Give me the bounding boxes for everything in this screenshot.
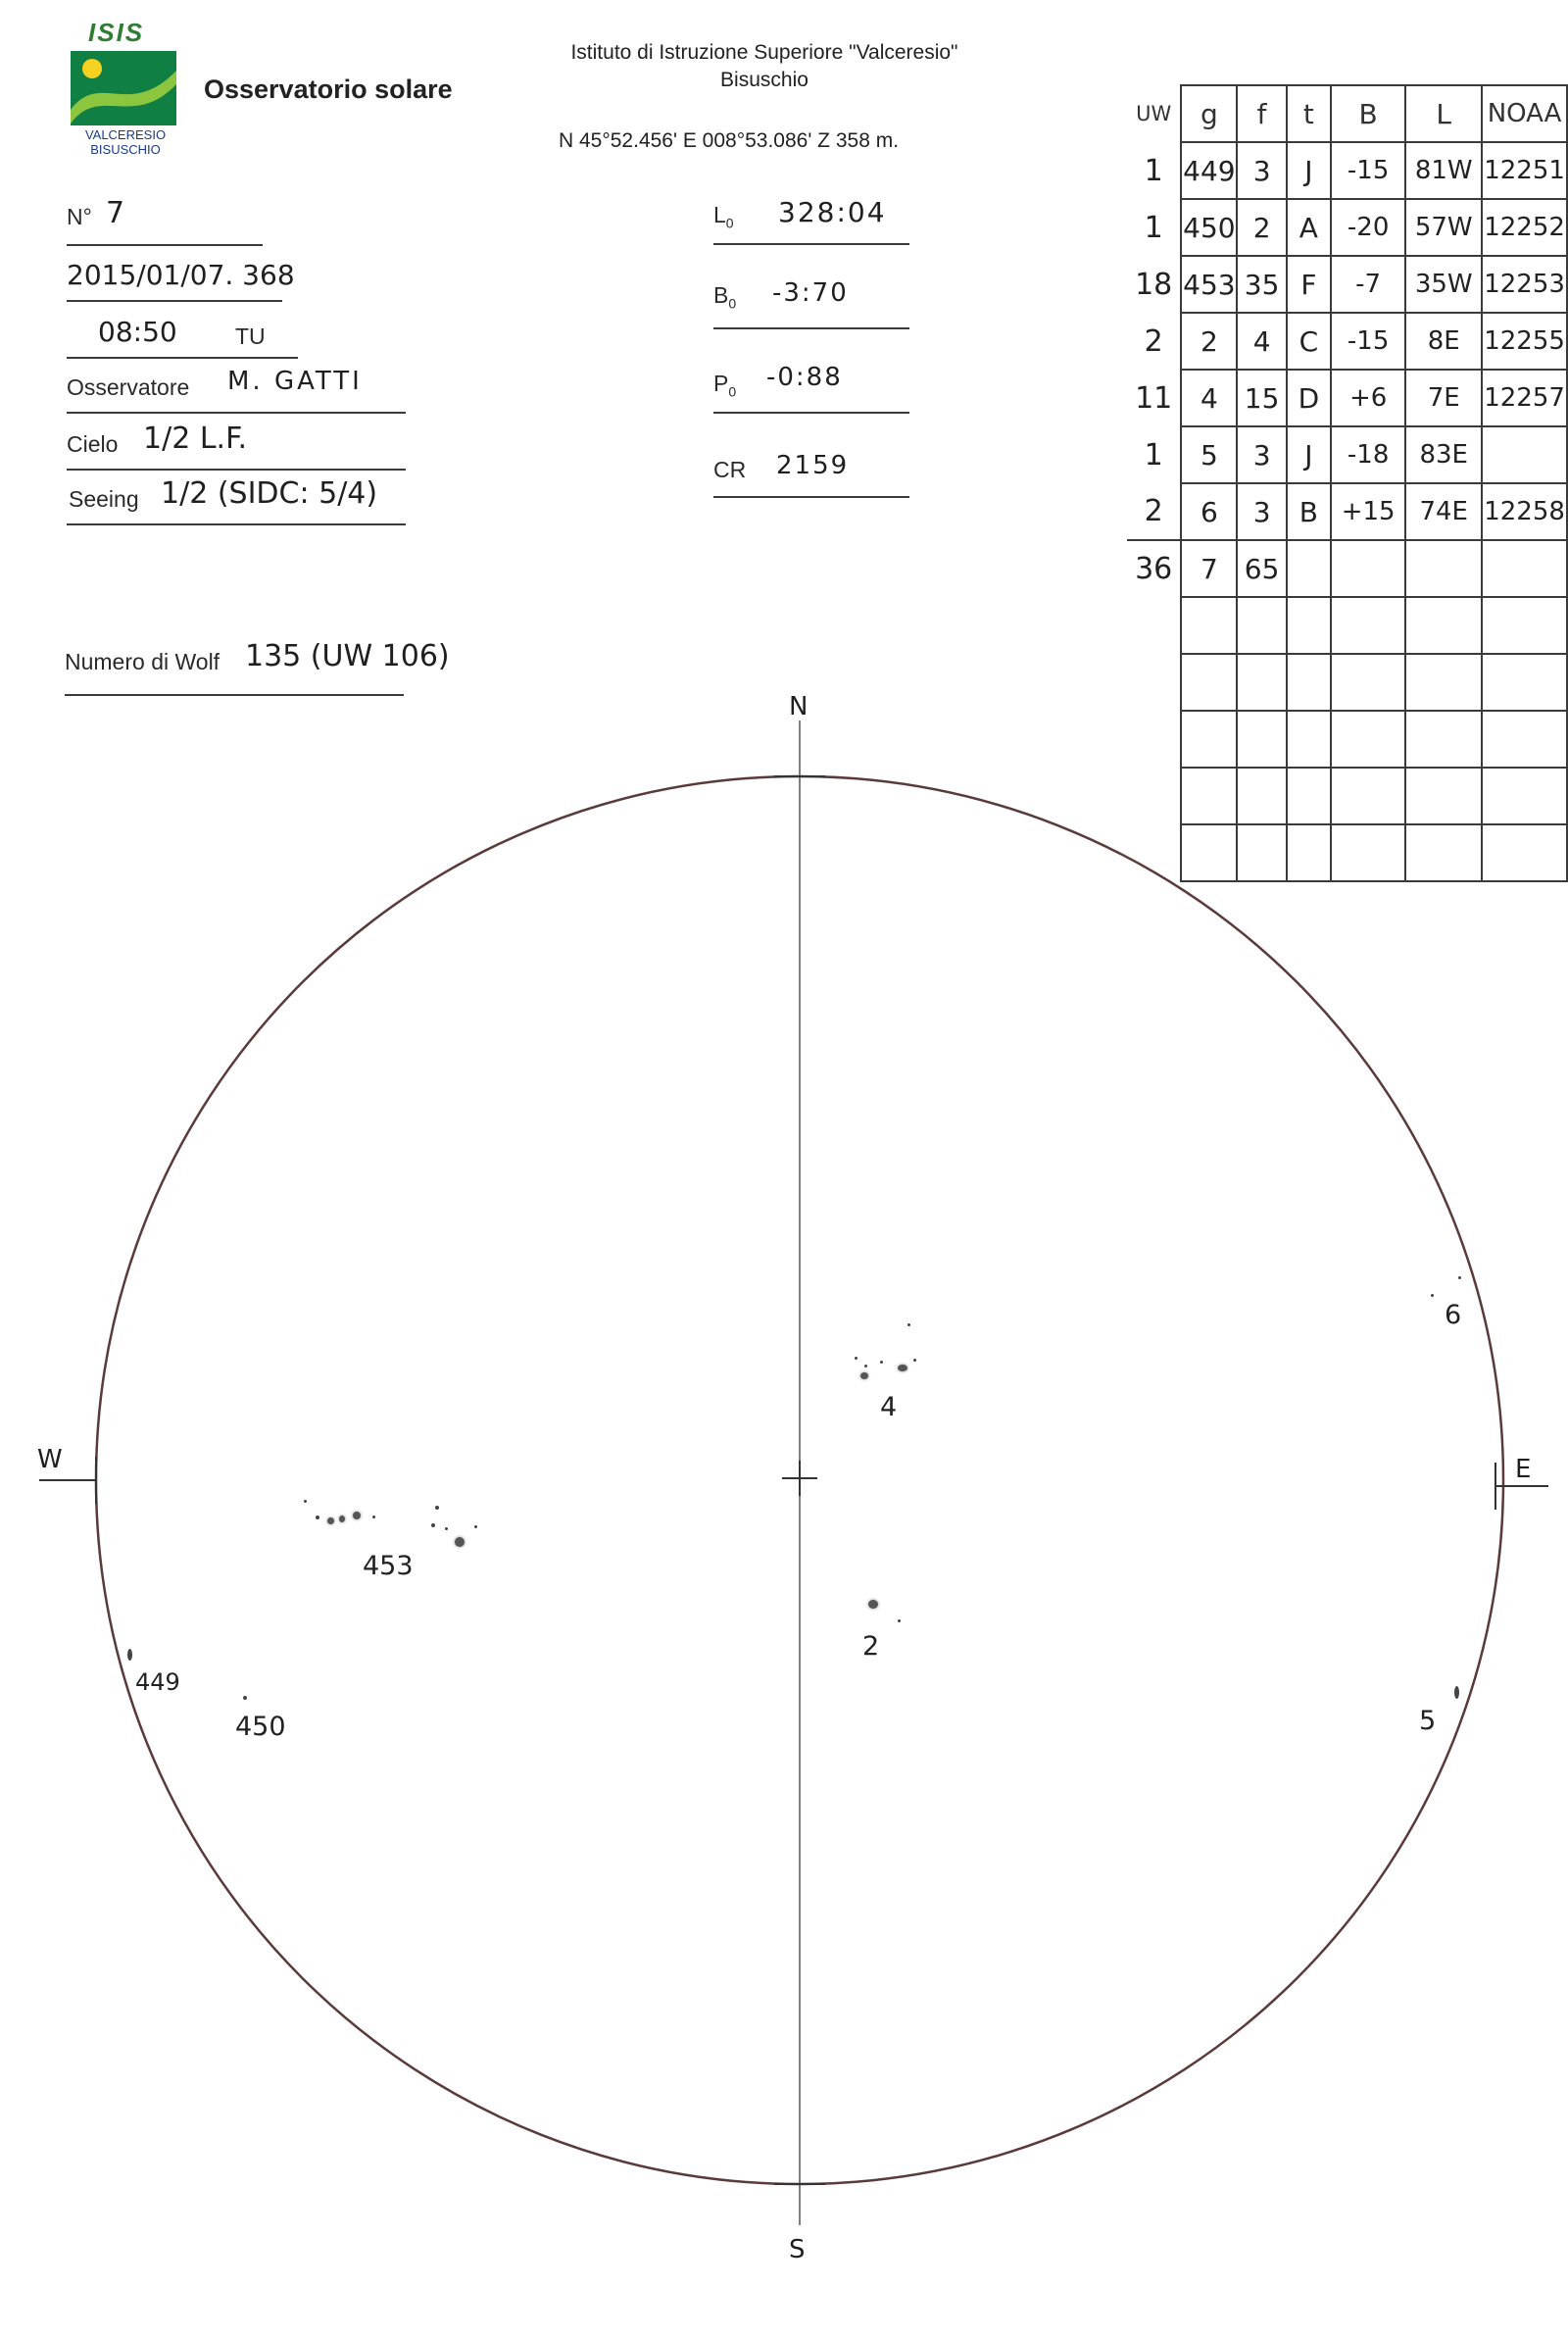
cell-b: -7 — [1331, 256, 1405, 313]
time-value: 08:50 — [98, 316, 177, 348]
sunspot-4-a — [907, 1323, 910, 1326]
wolf-value: 135 (UW 106) — [245, 639, 450, 673]
cell-l: 81W — [1405, 142, 1482, 199]
group-label-450: 450 — [235, 1712, 286, 1742]
cell-f: 35 — [1237, 256, 1286, 313]
seeing-value: 1/2 (SIDC: 5/4) — [161, 476, 378, 511]
sunspot-453-b — [316, 1516, 319, 1519]
header-l: L — [1405, 85, 1482, 142]
group-label-449: 449 — [135, 1668, 180, 1696]
cell-uw: 18 — [1135, 267, 1173, 302]
cell-l: 35W — [1405, 256, 1482, 313]
wolf-label: Numero di Wolf — [65, 649, 220, 674]
p0-value: -0:88 — [766, 363, 843, 392]
sunspot-453-d — [339, 1516, 345, 1522]
time-unit: TU — [235, 323, 266, 349]
sunspot-4-e — [880, 1361, 883, 1364]
cell-noaa: 12251 — [1482, 142, 1567, 199]
header-f: f — [1237, 85, 1286, 142]
cell-b: -18 — [1331, 426, 1405, 483]
sunspot-450-a — [243, 1696, 247, 1700]
cell-g: 449 — [1181, 142, 1237, 199]
cell-f: 15 — [1237, 370, 1286, 426]
sunspot-4-d — [860, 1372, 868, 1379]
cell-g: 4 — [1181, 370, 1237, 426]
group-label-6: 6 — [1445, 1300, 1462, 1330]
p0-label: $P_0$ — [713, 371, 737, 400]
observer-value: M. GATTI — [227, 367, 363, 396]
total-g: 7 — [1181, 540, 1237, 597]
sunspot-4-c — [864, 1365, 867, 1367]
cell-uw: 11 — [1135, 380, 1173, 416]
cell-b: -15 — [1331, 313, 1405, 370]
cell-uw: 1 — [1144, 437, 1163, 472]
sky-label: Cielo — [67, 431, 119, 457]
institute-town: Bisuschio — [720, 69, 808, 91]
number-value: 7 — [106, 196, 125, 230]
sunspot-453-k — [474, 1525, 477, 1528]
sunspot-453-g — [435, 1506, 439, 1510]
cell-uw: 1 — [1144, 210, 1163, 245]
number-label: N° — [67, 204, 92, 229]
seeing-label: Seeing — [69, 486, 139, 512]
cell-noaa: 12253 — [1482, 256, 1567, 313]
header-g: g — [1181, 85, 1237, 142]
cell-l: 7E — [1405, 370, 1482, 426]
cell-noaa: 12255 — [1482, 313, 1567, 370]
sunspot-6-a — [1458, 1276, 1461, 1279]
cell-t: D — [1287, 370, 1331, 426]
cell-t: J — [1287, 142, 1331, 199]
cell-b: +6 — [1331, 370, 1405, 426]
logo-subtitle-2: BISUSCHIO — [90, 142, 161, 157]
total-uw: 36 — [1127, 540, 1181, 597]
sunspot-453-e — [353, 1512, 361, 1519]
observatory-title: Osservatorio solare — [204, 75, 453, 104]
cell-g: 450 — [1181, 199, 1237, 256]
cell-g: 5 — [1181, 426, 1237, 483]
cell-t: C — [1287, 313, 1331, 370]
header-noaa: NOAA — [1482, 85, 1567, 142]
sunspot-4-g — [913, 1359, 916, 1362]
cell-f: 3 — [1237, 483, 1286, 540]
cell-f: 3 — [1237, 142, 1286, 199]
cell-f: 2 — [1237, 199, 1286, 256]
cell-noaa: 12257 — [1482, 370, 1567, 426]
sunspot-453-h — [431, 1523, 435, 1527]
logo-subtitle-1: VALCERESIO — [84, 127, 167, 142]
south-label: S — [789, 2235, 806, 2264]
cell-f: 3 — [1237, 426, 1286, 483]
cell-noaa: 12252 — [1482, 199, 1567, 256]
sunspot-453-a — [304, 1500, 307, 1503]
cell-uw: 1 — [1144, 153, 1163, 188]
b0-label: $B_0$ — [713, 282, 737, 312]
north-label: N — [789, 692, 808, 721]
sunspot-2-a — [868, 1600, 878, 1609]
cell-g: 2 — [1181, 313, 1237, 370]
group-label-4: 4 — [880, 1392, 898, 1422]
sunspot-4-f — [898, 1365, 907, 1371]
sunspot-6-b — [1431, 1294, 1434, 1297]
cell-noaa: 12258 — [1482, 483, 1567, 540]
sunspot-449-a — [127, 1649, 132, 1661]
cell-l: 57W — [1405, 199, 1482, 256]
observer-label: Osservatore — [67, 374, 190, 400]
group-label-2: 2 — [862, 1631, 880, 1662]
cell-t: J — [1287, 426, 1331, 483]
sky-value: 1/2 L.F. — [143, 422, 248, 456]
cr-value: 2159 — [776, 451, 850, 480]
cell-uw: 2 — [1144, 494, 1163, 528]
logo-text: ISIS — [88, 18, 145, 47]
date-value: 2015/01/07. 368 — [67, 259, 295, 291]
east-label: E — [1515, 1455, 1532, 1484]
west-label: W — [37, 1445, 63, 1474]
header-b: B — [1331, 85, 1405, 142]
cr-label: CR — [713, 457, 747, 482]
sunspot-2-b — [898, 1619, 901, 1622]
total-f: 65 — [1237, 540, 1286, 597]
cell-l: 8E — [1405, 313, 1482, 370]
sunspot-4-b — [855, 1357, 858, 1360]
cell-l: 83E — [1405, 426, 1482, 483]
cell-t: B — [1287, 483, 1331, 540]
cell-t: F — [1287, 256, 1331, 313]
site-coordinates: N 45°52.456' E 008°53.086' Z 358 m. — [559, 129, 900, 152]
cell-l: 74E — [1405, 483, 1482, 540]
group-label-5: 5 — [1419, 1706, 1437, 1736]
sunspot-453-i — [445, 1527, 448, 1530]
cell-f: 4 — [1237, 313, 1286, 370]
sunspot-453-c — [327, 1517, 334, 1524]
cell-b: -15 — [1331, 142, 1405, 199]
cell-b: -20 — [1331, 199, 1405, 256]
header-uw: UW — [1136, 102, 1172, 125]
sunspot-453-j — [455, 1537, 465, 1547]
b0-value: -3:70 — [772, 278, 849, 308]
cell-uw: 2 — [1144, 323, 1163, 359]
header-t: t — [1287, 85, 1331, 142]
sunspot-453-f — [372, 1516, 375, 1518]
cell-g: 6 — [1181, 483, 1237, 540]
sunspot-5-a — [1454, 1686, 1459, 1699]
l0-label: $L_0$ — [713, 202, 734, 231]
institute-title: Istituto di Istruzione Superiore "Valceresio" — [570, 41, 958, 64]
group-label-453: 453 — [363, 1551, 414, 1581]
cell-t: A — [1287, 199, 1331, 256]
cell-b: +15 — [1331, 483, 1405, 540]
l0-value: 328:04 — [778, 196, 887, 228]
cell-g: 453 — [1181, 256, 1237, 313]
